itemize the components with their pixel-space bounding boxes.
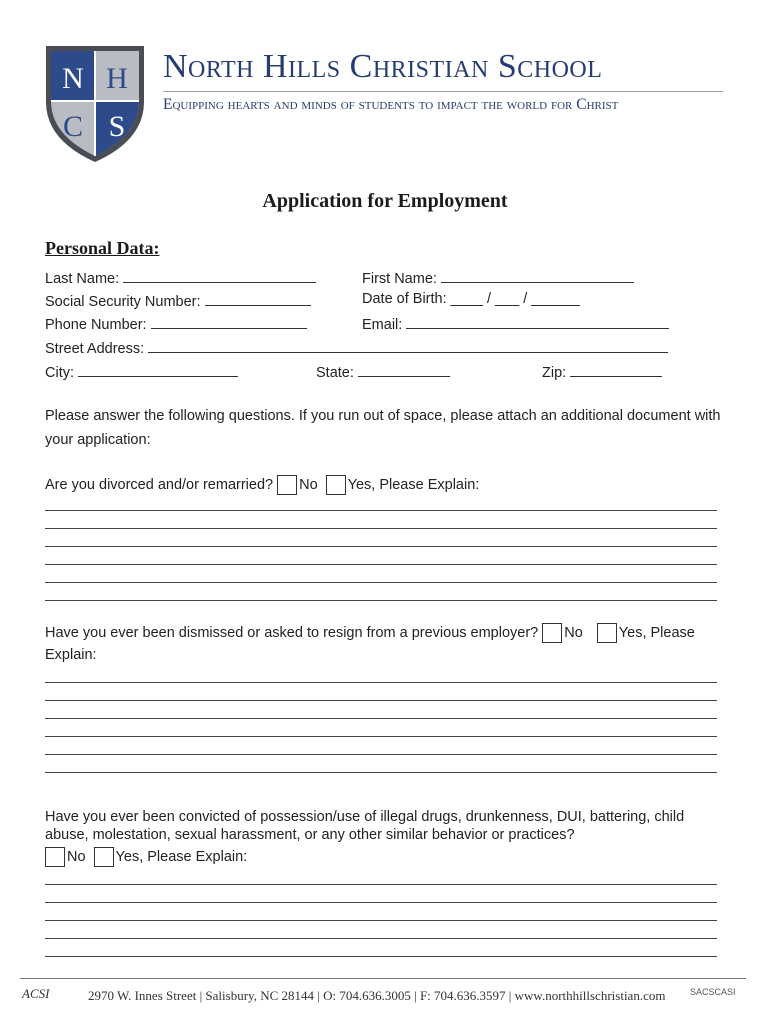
email-row <box>362 314 669 333</box>
answer-line[interactable] <box>45 920 717 921</box>
question-divorced <box>45 474 725 496</box>
answer-line[interactable] <box>45 772 717 773</box>
zip-label: Zip: <box>542 365 567 381</box>
city-field[interactable] <box>78 362 238 377</box>
convicted-no-checkbox[interactable] <box>45 847 65 867</box>
state-label: State: <box>316 365 354 381</box>
email-field[interactable] <box>406 314 669 329</box>
last-name-field[interactable] <box>123 268 316 283</box>
question-divorced-text: Are you divorced and/or remarried? <box>45 477 274 493</box>
answer-line[interactable] <box>45 754 717 755</box>
dob-label: Date of Birth: <box>362 291 447 307</box>
city-row <box>45 362 238 381</box>
city-label: City: <box>45 365 74 381</box>
phone-row <box>45 314 307 333</box>
section-heading-personal-data: Personal Data: <box>45 238 160 258</box>
zip-row <box>542 362 662 381</box>
answer-line[interactable] <box>45 938 717 939</box>
answer-line[interactable] <box>45 600 717 601</box>
divorced-yes-label: Yes, Please Explain: <box>347 477 480 493</box>
answer-line[interactable] <box>45 682 717 683</box>
crest-letter-c: C <box>62 110 84 143</box>
divorced-no-checkbox[interactable] <box>277 475 297 495</box>
acsi-logo: ACSI <box>22 986 50 1001</box>
header-divider <box>163 91 723 92</box>
dob-row <box>362 291 580 307</box>
answer-line[interactable] <box>45 736 717 737</box>
answer-line[interactable] <box>45 546 717 547</box>
dismissed-explain-label: Explain: <box>45 647 97 663</box>
zip-field[interactable] <box>570 362 662 377</box>
footer-divider <box>20 978 746 979</box>
phone-field[interactable] <box>151 314 307 329</box>
convicted-yes-label: Yes, Please Explain: <box>115 849 248 865</box>
answer-line[interactable] <box>45 700 717 701</box>
question-convicted <box>45 808 725 844</box>
question-dismissed-text: Have you ever been dismissed or asked to resign from a previous employer? <box>45 625 539 641</box>
last-name-label: Last Name: <box>45 271 120 287</box>
dismissed-no-label: No <box>564 625 583 641</box>
question-dismissed <box>45 622 725 666</box>
answer-line[interactable] <box>45 884 717 885</box>
instructions-text: Please answer the following questions. If you run out of space, please attach an additional document with your application: <box>45 408 721 448</box>
answer-line[interactable] <box>45 902 717 903</box>
ssn-field[interactable] <box>205 291 311 306</box>
school-crest-logo <box>44 40 146 164</box>
answer-line[interactable] <box>45 510 717 511</box>
divorced-yes-checkbox[interactable] <box>326 475 346 495</box>
ssn-row <box>45 291 311 310</box>
sacs-logo: SACSCASI <box>690 987 736 997</box>
school-name: North Hills Christian School <box>163 48 603 85</box>
crest-letter-h: H <box>106 62 128 95</box>
question-convicted-text: Have you ever been convicted of possession/use of illegal drugs, drunkenness, DUI, battering, child abuse, molestation, sexual harassment, or any other similar behavior or practices? <box>45 809 685 843</box>
street-field[interactable] <box>148 338 668 353</box>
school-tagline: Equipping hearts and minds of students to impact the world for Christ <box>163 96 619 113</box>
answer-line[interactable] <box>45 528 717 529</box>
convicted-yes-checkbox[interactable] <box>94 847 114 867</box>
dismissed-yes-label: Yes, Please <box>618 625 695 641</box>
street-label: Street Address: <box>45 341 145 357</box>
crest-letter-n: N <box>62 62 84 95</box>
divorced-no-label: No <box>299 477 318 493</box>
footer-contact: 2970 W. Innes Street | Salisbury, NC 28144 | O: 704.636.3005 | F: 704.636.3597 | www.northhillschristian.com <box>88 988 666 1003</box>
last-name-row <box>45 268 316 287</box>
ssn-label: Social Security Number: <box>45 294 201 310</box>
dismissed-no-checkbox[interactable] <box>542 623 562 643</box>
state-row <box>316 362 450 381</box>
first-name-field[interactable] <box>441 268 634 283</box>
state-field[interactable] <box>358 362 450 377</box>
dob-field[interactable]: ____ / ___ / ______ <box>450 291 580 307</box>
answer-line[interactable] <box>45 718 717 719</box>
answer-line[interactable] <box>45 582 717 583</box>
email-label: Email: <box>362 317 403 333</box>
street-row <box>45 338 668 357</box>
first-name-row <box>362 268 634 287</box>
answer-line[interactable] <box>45 956 717 957</box>
crest-letter-s: S <box>108 110 126 143</box>
phone-label: Phone Number: <box>45 317 147 333</box>
form-title: Application for Employment <box>262 190 508 212</box>
convicted-options <box>41 846 721 868</box>
convicted-no-label: No <box>67 849 86 865</box>
dismissed-yes-checkbox[interactable] <box>597 623 617 643</box>
answer-line[interactable] <box>45 564 717 565</box>
first-name-label: First Name: <box>362 271 437 287</box>
